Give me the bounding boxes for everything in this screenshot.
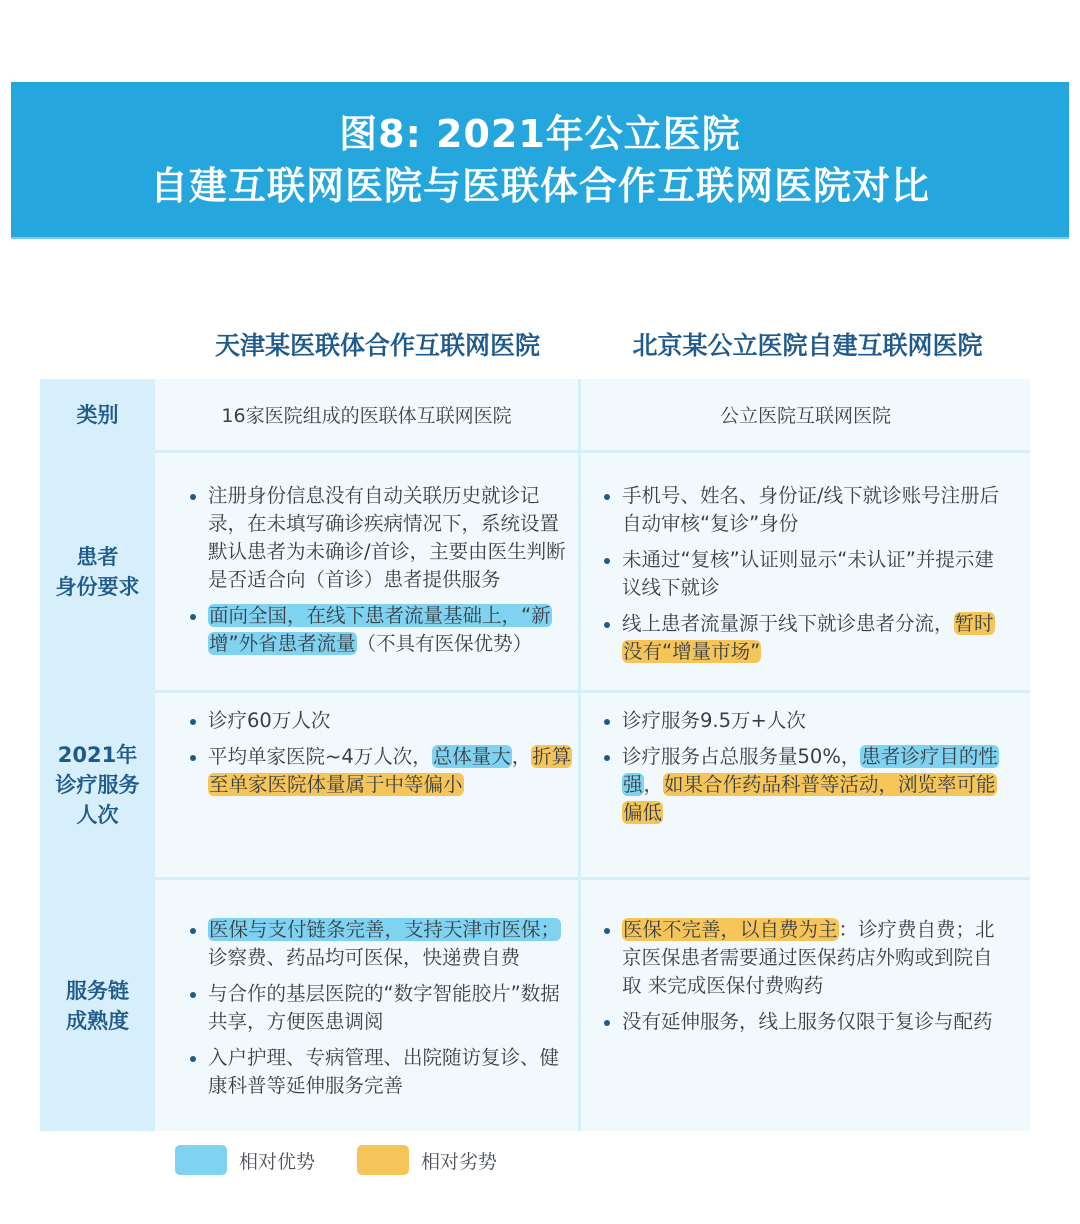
text-segment: 与合作的基层医院的“数字智能胶片”数据共享，方便医患调阅: [208, 982, 560, 1033]
legend-item-advantage: [175, 1145, 315, 1175]
highlight-advantage: 医保与支付链条完善，支持天津市医保；: [209, 918, 561, 941]
row-label-line: 2021年: [57, 743, 138, 767]
list-item: [188, 707, 573, 735]
highlight-advantage: 总体量大: [432, 745, 511, 768]
row-label: [40, 693, 155, 877]
legend-label: 相对劣势: [421, 1150, 498, 1173]
row-label: [40, 453, 155, 690]
bullet-list: [188, 916, 573, 1108]
title-banner: [11, 82, 1069, 239]
list-item: [602, 610, 1002, 666]
text-segment: 诊疗服务9.5万+人次: [622, 709, 806, 732]
list-item: [188, 743, 573, 799]
cell-text: 16家医院组成的医联体互联网医院: [221, 405, 512, 427]
list-item: [602, 743, 1002, 827]
cell-right: [581, 880, 1030, 1131]
table-row-service-volume: [40, 693, 1030, 877]
cell-right: [581, 693, 1030, 877]
comparison-table: [40, 379, 1030, 1131]
bullet-list: [188, 707, 573, 807]
text-segment: ，: [511, 745, 532, 768]
cell-left: [155, 379, 578, 450]
title-line-2: 自建互联网医院与医联体合作互联网医院对比: [149, 163, 930, 208]
highlight-disadvantage: 如果合作药品科普等活动，浏览率可能偏低: [623, 773, 996, 824]
cell-right: [581, 453, 1030, 690]
list-item: [188, 1044, 573, 1100]
highlight-disadvantage: 暂时没有“增量市场”: [623, 612, 994, 663]
list-item: [602, 482, 1002, 538]
bullet-list: [188, 482, 573, 666]
list-item: [602, 546, 1002, 602]
cell-left: [155, 693, 578, 877]
row-label-line: 服务链: [66, 978, 129, 1003]
highlight-disadvantage: 折算至单家医院体量属于中等偏小: [209, 745, 572, 796]
table-row-category: [40, 379, 1030, 450]
text-segment: 平均单家医院~4万人次，: [208, 745, 432, 768]
bullet-list: [602, 482, 1002, 674]
list-item: [602, 916, 1002, 1000]
legend-swatch-orange: [357, 1145, 409, 1175]
legend-swatch-blue: [175, 1145, 227, 1175]
cell-text: 公立医院互联网医院: [719, 405, 891, 427]
list-item: [188, 916, 573, 972]
text-segment: 诊疗60万人次: [208, 709, 331, 732]
text-segment: 手机号、姓名、身份证/线下就诊账号注册后自动审核“复诊”身份: [622, 484, 1000, 535]
legend: [175, 1145, 539, 1175]
text-segment: 注册身份信息没有自动关联历史就诊记录，在未填写确诊疾病情况下，系统设置默认患者为未确诊/首诊，主要由医生判断是否适合向（首诊）患者提供服务: [208, 484, 566, 591]
table-row-patient-identity: [40, 453, 1030, 690]
bullet-list: [602, 707, 1002, 835]
column-header-tianjin: 天津某医联体合作互联网医院: [214, 331, 540, 360]
text-segment: 入户护理、专病管理、出院随访复诊、健康科普等延伸服务完善: [208, 1046, 560, 1097]
text-segment: ：诊疗费自费；北京医保患者需要通过医保药店外购或到院自取 来完成医保付费购药: [622, 918, 995, 997]
legend-label: 相对优势: [239, 1150, 316, 1173]
column-header-beijing: 北京某公立医院自建互联网医院: [632, 331, 983, 360]
row-label-line: 人次: [76, 803, 119, 827]
list-item: [188, 602, 573, 658]
text-segment: 诊察费、药品均可医保，快递费自费: [208, 946, 521, 969]
row-label-line: 诊疗服务: [55, 773, 140, 797]
row-label-line: 身份要求: [55, 574, 140, 599]
title-line-1: 图8: 2021年公立医院: [339, 111, 741, 156]
text-segment: 线上患者流量源于线下就诊患者分流，: [622, 612, 954, 635]
cell-left: [155, 880, 578, 1131]
list-item: [602, 707, 1002, 735]
highlight-advantage: 患者诊疗目的性强: [623, 745, 998, 796]
text-segment: 没有延伸服务，线上服务仅限于复诊与配药: [622, 1010, 993, 1033]
text-segment: ，: [643, 773, 664, 796]
text-segment: 诊疗服务占总服务量50%，: [622, 745, 861, 768]
row-label: [40, 880, 155, 1131]
bullet-list: [602, 916, 1002, 1044]
row-label-line: 成熟度: [66, 1008, 129, 1033]
cell-right: [581, 379, 1030, 450]
cell-left: [155, 453, 578, 690]
text-segment: 未通过“复核”认证则显示“未认证”并提示建议线下就诊: [622, 548, 994, 599]
legend-item-disadvantage: [357, 1145, 497, 1175]
highlight-disadvantage: 医保不完善，以自费为主: [623, 918, 838, 941]
row-label-line: 患者: [76, 544, 119, 569]
list-item: [188, 482, 573, 594]
list-item: [602, 1008, 1002, 1036]
highlight-advantage: 面向全国，在线下患者流量基础上，“新增”外省患者流量: [209, 604, 551, 655]
table-row-service-chain: [40, 880, 1030, 1131]
list-item: [188, 980, 573, 1036]
row-label: 类别: [40, 379, 155, 450]
text-segment: （不具有医保优势）: [356, 632, 533, 655]
